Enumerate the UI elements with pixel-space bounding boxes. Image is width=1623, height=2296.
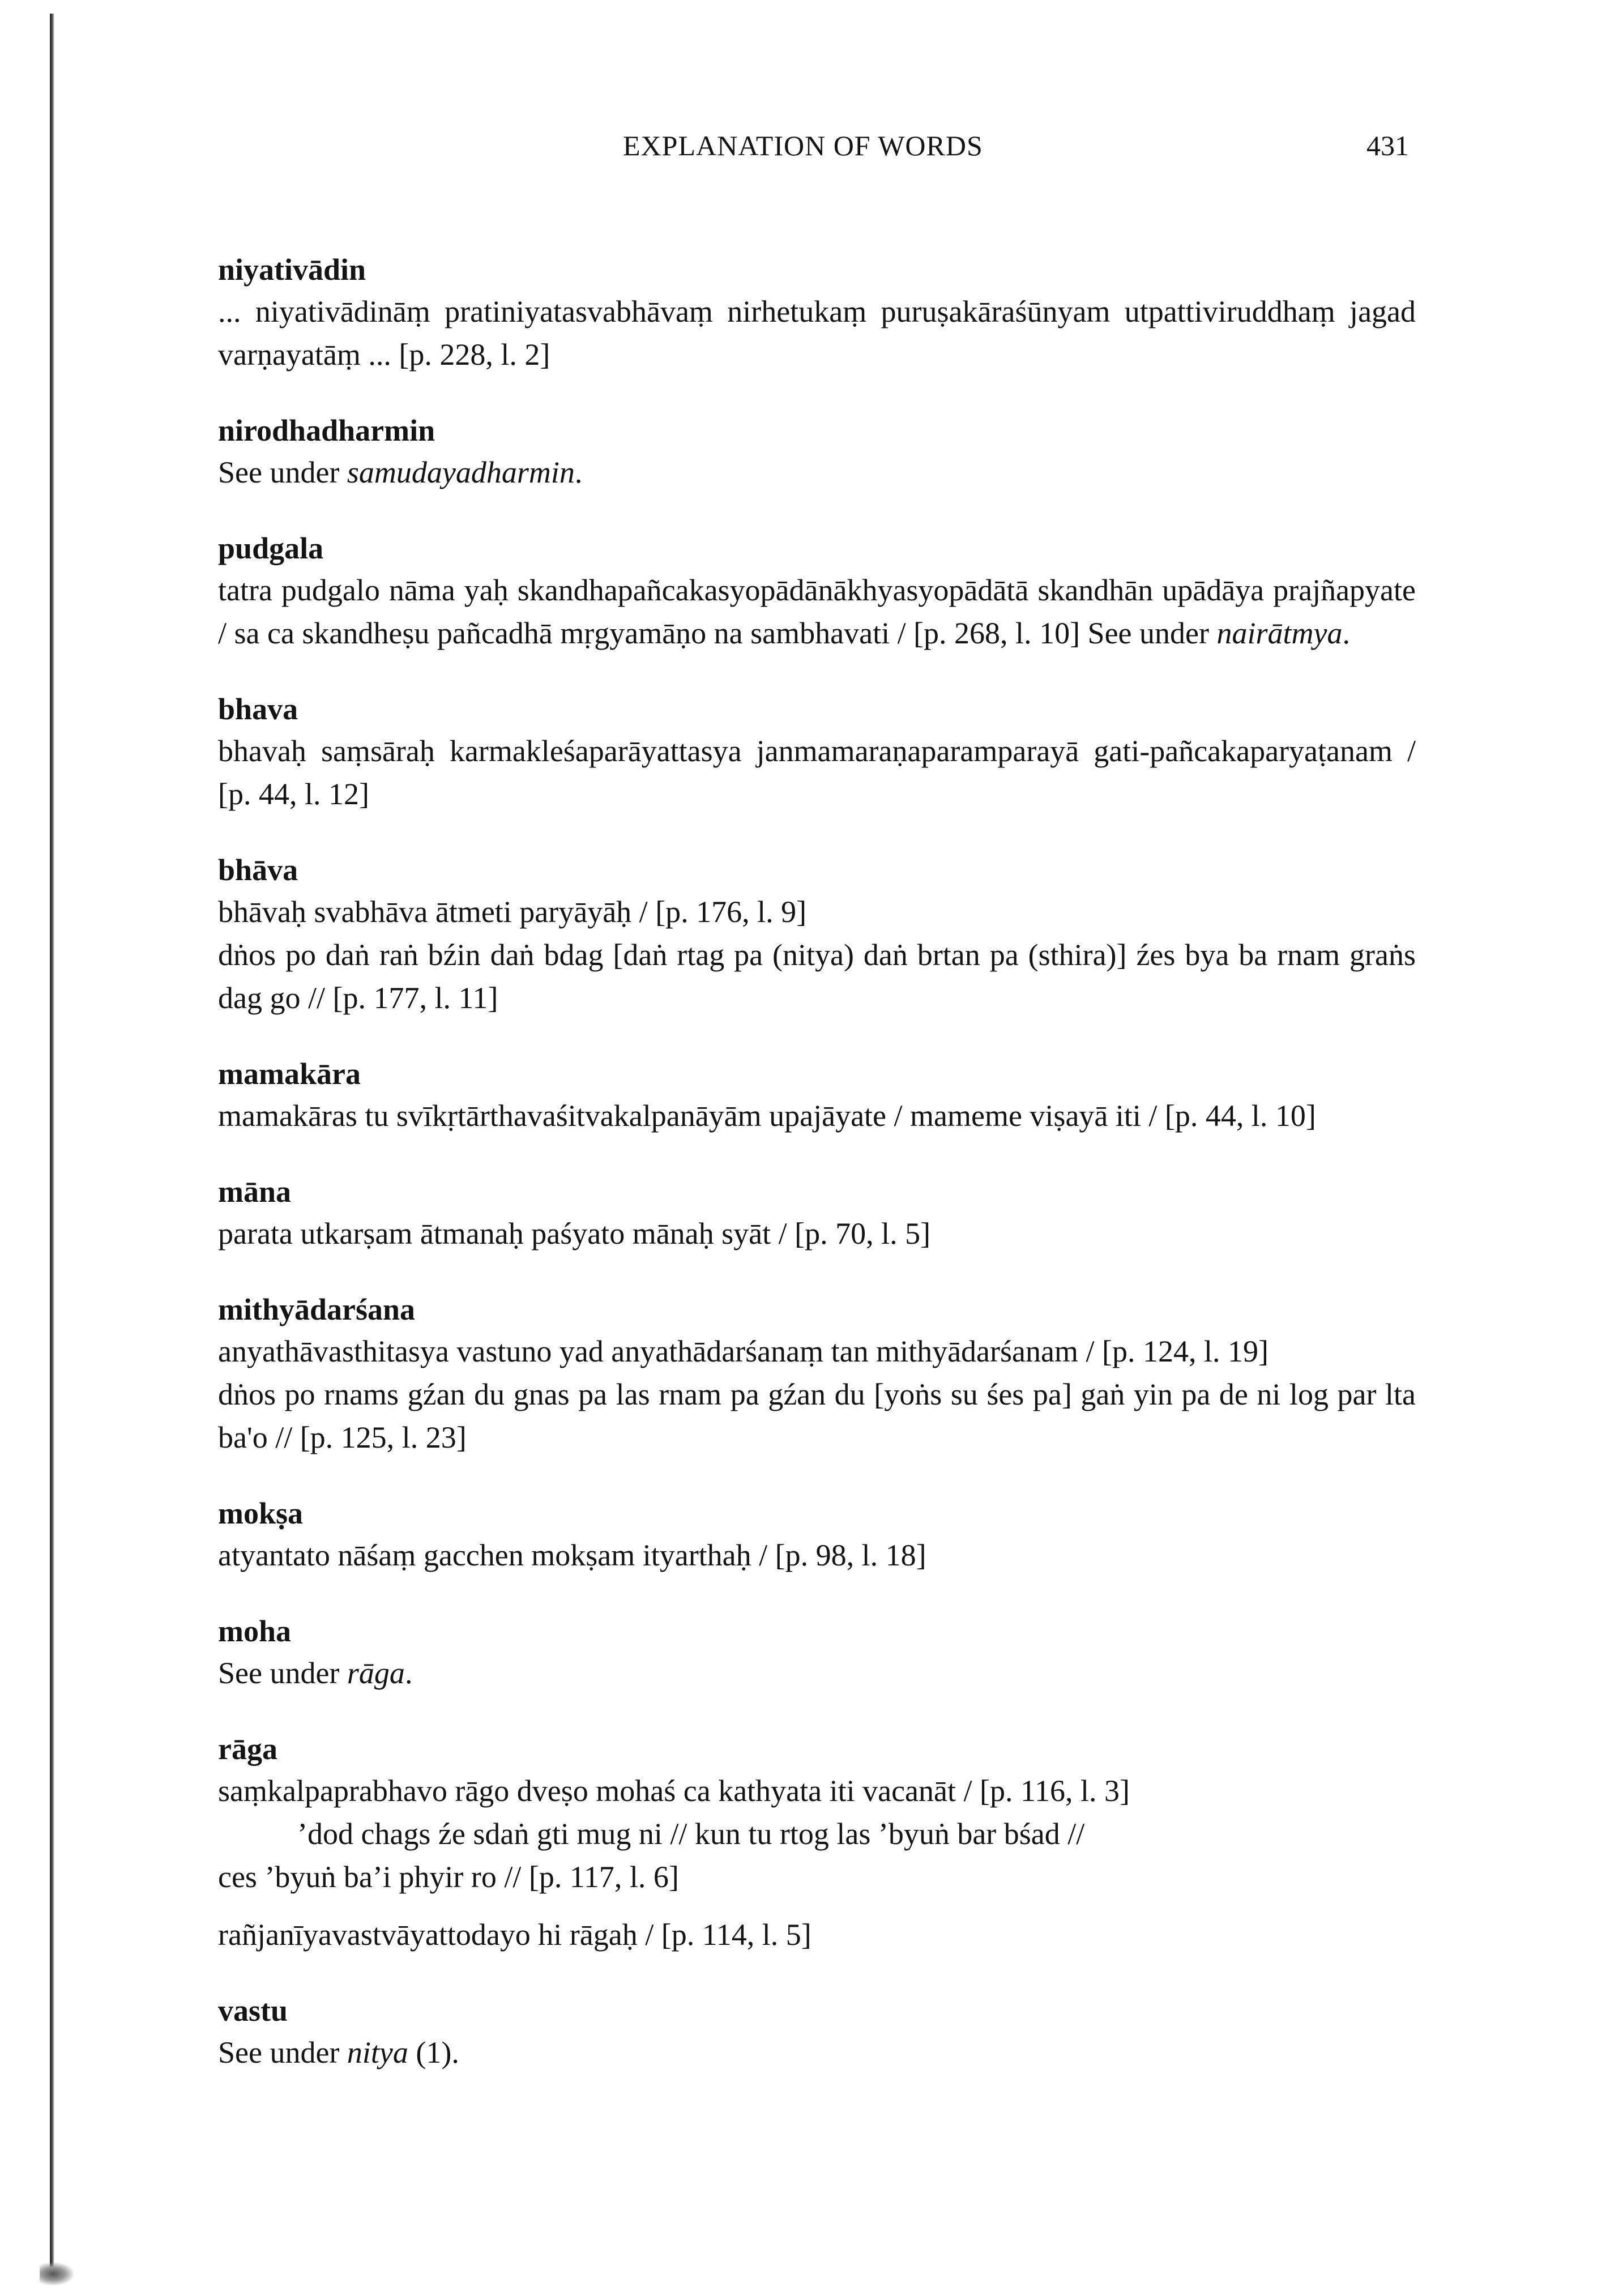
headword: rāga	[218, 1732, 277, 1766]
glossary-entry-pudgala	[218, 528, 1416, 655]
glossary-entry-mithyadarsana	[218, 1289, 1416, 1459]
headword: māna	[218, 1175, 292, 1209]
cross-reference-punct: (1).	[408, 2035, 459, 2069]
glossary-body	[218, 249, 1416, 2074]
cross-reference-punct: .	[574, 455, 583, 489]
headword: mokṣa	[218, 1496, 304, 1530]
glossary-entry-niyativadin	[218, 249, 1416, 376]
citation-text: bhavaḥ saṃsāraḥ karmakleśaparāyattasya janmamaraṇaparamparayā gati-pañcakaparyaṭanam / [p. 44, l. 12]	[218, 734, 1416, 811]
scan-binding-edge	[50, 14, 54, 2279]
cross-reference-punct: .	[404, 1656, 413, 1690]
citation-text: mamakāras tu svīkṛtārthavaśitvakalpanāyām upajāyate / mameme viṣayā iti / [p. 44, l. 10]	[218, 1099, 1316, 1133]
citation-text-tibetan: dṅos po rnams gźan du gnas pa las rnam pa gźan du [yoṅs su śes pa] gaṅ yin pa de ni log par lta ba'o // [p. 125, l. 23]	[218, 1377, 1416, 1454]
headword: moha	[218, 1614, 292, 1648]
citation-text: ... niyativādināṃ pratiniyatasvabhāvaṃ nirhetukaṃ puruṣakāraśūnyam utpattiviruddhaṃ jagad varṇayatāṃ ... [p. 228, l. 2]	[218, 295, 1416, 372]
cross-reference-target: samudayadharmin	[347, 455, 575, 489]
see-under-label: See under	[218, 1656, 340, 1690]
headword: mithyādarśana	[218, 1292, 416, 1326]
glossary-entry-mana	[218, 1171, 1416, 1255]
cross-reference	[218, 451, 1416, 494]
citation-text: bhāvaḥ svabhāva ātmeti paryāyāḥ / [p. 176, l. 9]	[218, 895, 807, 929]
glossary-entry-bhaava	[218, 850, 1416, 1019]
verse-line: ’dod chags źe sdaṅ gti mug ni // kun tu rtog las ’byuṅ bar bśad //	[297, 1817, 1085, 1851]
cross-reference-target: nitya	[347, 2035, 408, 2069]
headword: nirodhadharmin	[218, 413, 435, 447]
page-number: 431	[1366, 130, 1409, 161]
glossary-entry-bhava	[218, 689, 1416, 816]
cross-reference	[218, 1651, 1416, 1695]
citation-text	[218, 569, 1416, 655]
glossary-entry-mamakara	[218, 1053, 1416, 1137]
cross-reference-target: nairātmya	[1216, 616, 1343, 650]
cross-reference-target: rāga	[347, 1656, 405, 1690]
scan-binding-smudge	[40, 2263, 74, 2285]
headword: pudgala	[218, 531, 324, 565]
citation-text: parata utkarṣam ātmanaḥ paśyato mānaḥ syāt / [p. 70, l. 5]	[218, 1217, 931, 1251]
glossary-entry-moha	[218, 1611, 1416, 1695]
citation-text: rañjanīyavastvāyattodayo hi rāgaḥ / [p. 114, l. 5]	[218, 1918, 812, 1952]
cross-reference	[218, 2031, 1416, 2074]
citation-text: saṃkalpaprabhavo rāgo dveṣo mohaś ca kathyata iti vacanāt / [p. 116, l. 3]	[218, 1774, 1130, 1808]
glossary-entry-vastu	[218, 1990, 1416, 2074]
headword: mamakāra	[218, 1057, 361, 1091]
glossary-entry-moksa	[218, 1493, 1416, 1577]
glossary-entry-raga	[218, 1729, 1416, 1956]
headword: vastu	[218, 1994, 288, 2028]
see-under-label: See under	[218, 2035, 340, 2069]
citation-text-tibetan: dṅos po daṅ raṅ bźin daṅ bdag [daṅ rtag pa (nitya) daṅ brtan pa (sthira)] źes bya ba rnam graṅs dag go // [p. 177, l. 11]	[218, 938, 1416, 1015]
headword: niyativādin	[218, 253, 366, 287]
cross-reference-punct: .	[1342, 616, 1350, 650]
running-head: EXPLANATION OF WORDS	[623, 130, 983, 161]
headword: bhāva	[218, 853, 298, 887]
glossary-entry-nirodhadharmin	[218, 410, 1416, 494]
see-under-label: See under	[218, 455, 340, 489]
headword: bhava	[218, 692, 298, 726]
citation-text: anyathāvasthitasya vastuno yad anyathādarśanaṃ tan mithyādarśanam / [p. 124, l. 19]	[218, 1334, 1268, 1368]
citation-text-tibetan: ces ’byuṅ ba’i phyir ro // [p. 117, l. 6]	[218, 1860, 679, 1894]
citation-body: tatra pudgalo nāma yaḥ skandhapañcakasyopādānākhyasyopādātā skandhān upādāya prajñapyate / sa ca skandheṣu pañcadhā mṛgyamāṇo na sambhavati / [p. 268, l. 10] See under	[218, 573, 1416, 650]
citation-text: atyantato nāśaṃ gacchen mokṣam ityarthaḥ / [p. 98, l. 18]	[218, 1538, 926, 1572]
